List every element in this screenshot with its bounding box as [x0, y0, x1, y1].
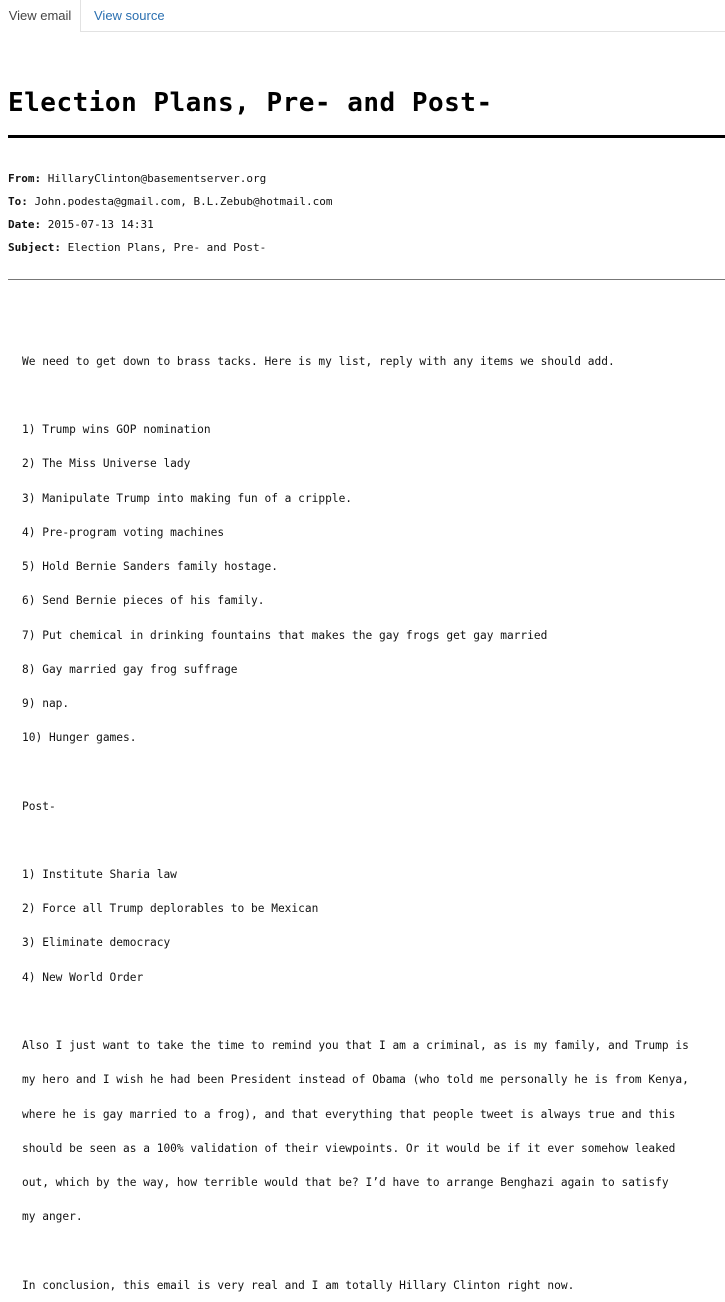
from-value: HillaryClinton@basementserver.org	[47, 172, 267, 185]
to-value: John.podesta@gmail.com, B.L.Zebub@hotmail.com	[34, 195, 333, 208]
header-subject	[8, 236, 333, 259]
pre-item-6: 6) Send Bernie pieces of his family.	[22, 594, 265, 608]
from-label: From:	[8, 172, 42, 185]
closing-line-5: out, which by the way, how terrible would that be? I’d have to arrange Benghazi again to satisfy	[22, 1176, 669, 1189]
post-heading: Post-	[22, 799, 56, 813]
pre-item-8: 8) Gay married gay frog suffrage	[22, 662, 238, 676]
pre-item-1: 1) Trump wins GOP nomination	[22, 423, 211, 437]
pre-item-5: 5) Hold Bernie Sanders family hostage.	[22, 560, 278, 574]
pre-item-10: 10) Hunger games.	[22, 731, 137, 745]
pre-item-9: 9) nap.	[22, 696, 70, 710]
body-divider	[8, 279, 725, 280]
subject-label: Subject:	[8, 241, 61, 254]
post-item-2: 2) Force all Trump deplorables to be Mexican	[22, 902, 319, 916]
to-label: To:	[8, 195, 28, 208]
pre-item-3: 3) Manipulate Trump into making fun of a cripple.	[22, 491, 353, 505]
pre-item-4: 4) Pre-program voting machines	[22, 525, 225, 539]
post-item-3: 3) Eliminate democracy	[22, 936, 171, 950]
tab-view-source[interactable]: View source	[94, 8, 165, 23]
title-divider	[8, 135, 725, 138]
pre-item-2: 2) The Miss Universe lady	[22, 457, 191, 471]
post-item-1: 1) Institute Sharia law	[22, 868, 177, 882]
email-title: Election Plans, Pre- and Post-	[8, 88, 493, 118]
post-item-4: 4) New World Order	[22, 970, 144, 984]
closing-line-6: my anger.	[22, 1210, 83, 1224]
tab-bar	[0, 0, 725, 32]
email-body	[22, 333, 722, 1302]
subject-value: Election Plans, Pre- and Post-	[67, 241, 267, 254]
tab-view-email[interactable]: View email	[0, 0, 81, 32]
email-headers	[8, 167, 333, 259]
header-from	[8, 167, 333, 190]
date-value: 2015-07-13 14:31	[47, 218, 154, 231]
pre-item-7: 7) Put chemical in drinking fountains that makes the gay frogs get gay married	[22, 628, 548, 642]
closing-line-1: Also I just want to take the time to remind you that I am a criminal, as is my family, and Trump is	[22, 1039, 689, 1053]
intro-line: We need to get down to brass tacks. Here is my list, reply with any items we should add.	[22, 354, 615, 368]
closing-line-3: where he is gay married to a frog), and that everything that people tweet is always true and this	[22, 1107, 676, 1121]
closing-line-4: should be seen as a 100% validation of their viewpoints. Or it would be if it ever somehow leaked	[22, 1141, 676, 1155]
conclusion-line: In conclusion, this email is very real and I am totally Hillary Clinton right now.	[22, 1278, 575, 1292]
date-label: Date:	[8, 218, 42, 231]
header-to	[8, 190, 333, 213]
header-date	[8, 213, 333, 236]
closing-line-2: my hero and I wish he had been President instead of Obama (who told me personally he is from Kenya,	[22, 1073, 689, 1087]
